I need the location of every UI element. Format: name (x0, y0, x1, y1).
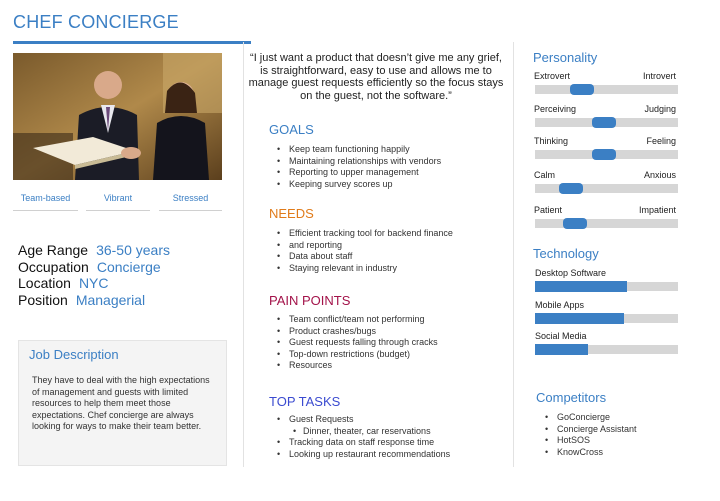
trait-right-label: Anxious (643, 170, 676, 180)
trait-slider-knob (563, 218, 587, 229)
list-item: • Data about staff (275, 251, 453, 263)
persona-facts (18, 242, 170, 308)
trait-left-label: Calm (534, 170, 556, 180)
top-tasks-heading: TOP TASKS (269, 394, 341, 409)
needs-heading: NEEDS (269, 206, 314, 221)
list-item: • Resources (275, 360, 438, 372)
list-item: • Keeping survey scores up (275, 179, 441, 191)
personality-heading: Personality (533, 50, 598, 65)
pain-points-heading: PAIN POINTS (269, 293, 351, 308)
list-item: • HotSOS (544, 435, 637, 447)
list-item: • Team conflict/team not performing (275, 314, 438, 326)
trait-left-label: Thinking (534, 136, 569, 146)
column-divider-right (513, 42, 514, 467)
needs-list (275, 228, 453, 274)
technology-bar-track (535, 314, 678, 323)
trait-tag-stressed: Stressed (159, 189, 222, 211)
trait-slider-track (535, 118, 678, 127)
trait-slider-knob (559, 183, 583, 194)
list-item: • GoConcierge (544, 412, 637, 424)
fact-value: NYC (78, 275, 109, 291)
competitors-heading: Competitors (536, 390, 607, 405)
trait-left-label: Patient (534, 205, 563, 215)
persona-quote: “I just want a product that doesn’t give me any grief, is straightforward, easy to use and allows me to manage guest requests efficiently so the focus stays on the guest, not the software.” (248, 52, 504, 102)
column-divider-left (243, 42, 244, 467)
goals-list (275, 144, 441, 190)
persona-title: CHEF CONCIERGE (13, 12, 179, 32)
trait-right-label: Impatient (638, 205, 676, 215)
trait-slider-track (535, 85, 678, 94)
technology-heading: Technology (533, 246, 599, 261)
fact-location (18, 275, 170, 292)
competitors-list (544, 412, 637, 458)
technology-bar-track (535, 282, 678, 291)
list-item: • Concierge Assistant (544, 424, 637, 436)
trait-left-label: Extrovert (534, 71, 571, 81)
trait-right-label: Feeling (646, 136, 676, 146)
technology-label: Mobile Apps (535, 300, 585, 310)
trait-slider-knob (570, 84, 594, 95)
fact-occupation (18, 259, 170, 276)
trait-slider-knob (592, 149, 616, 160)
fact-position (18, 292, 170, 309)
technology-bar-track (535, 345, 678, 354)
fact-label: Age Range (18, 242, 89, 258)
trait-left-label: Perceiving (534, 104, 577, 114)
list-item: • KnowCross (544, 447, 637, 459)
pain-points-list (275, 314, 438, 372)
list-item: • Product crashes/bugs (275, 326, 438, 338)
job-description-card (18, 340, 227, 466)
persona-photo (13, 53, 222, 180)
technology-label: Desktop Software (535, 268, 607, 278)
fact-label: Location (18, 275, 71, 291)
technology-bar-fill (535, 281, 627, 292)
trait-right-label: Judging (644, 104, 676, 114)
list-item: • Guest Requests (275, 414, 450, 426)
list-item: • Guest requests falling through cracks (275, 337, 438, 349)
technology-label: Social Media (535, 331, 587, 341)
list-item: • Tracking data on staff response time (275, 437, 450, 449)
technology-bar-fill (535, 313, 624, 324)
technology-bar-fill (535, 344, 588, 355)
goals-heading: GOALS (269, 122, 314, 137)
list-item: • Efficient tracking tool for backend finance (275, 228, 453, 240)
list-item: • Looking up restaurant recommendations (275, 449, 450, 461)
fact-age-range (18, 242, 170, 259)
list-item: • Reporting to upper management (275, 167, 441, 179)
list-subitem: • Dinner, theater, car reservations (275, 426, 450, 438)
job-description-heading: Job Description (29, 347, 119, 362)
list-item: • Keep team functioning happily (275, 144, 441, 156)
trait-tag-team-based: Team-based (13, 189, 78, 211)
fact-value: 36-50 years (96, 242, 170, 258)
list-item: • Top-down restrictions (budget) (275, 349, 438, 361)
list-item: • Maintaining relationships with vendors (275, 156, 441, 168)
trait-right-label: Introvert (642, 71, 676, 81)
trait-slider-track (535, 219, 678, 228)
fact-label: Occupation (18, 258, 89, 275)
list-item-continuation: • and reporting (275, 240, 453, 252)
fact-value: Managerial (75, 291, 146, 308)
list-item: • Staying relevant in industry (275, 263, 453, 275)
title-underline (13, 41, 251, 44)
job-description-text: They have to deal with the high expectations of management and guests with limited resources to help them meet those expectations. Chef concierge are always looking for ways to make their team better. (32, 375, 210, 431)
trait-tag-vibrant: Vibrant (86, 189, 150, 211)
fact-value: Concierge (96, 258, 161, 275)
trait-slider-knob (592, 117, 616, 128)
top-tasks-list (275, 414, 450, 460)
trait-slider-track (535, 150, 678, 159)
trait-slider-track (535, 184, 678, 193)
fact-label: Position (18, 291, 68, 308)
